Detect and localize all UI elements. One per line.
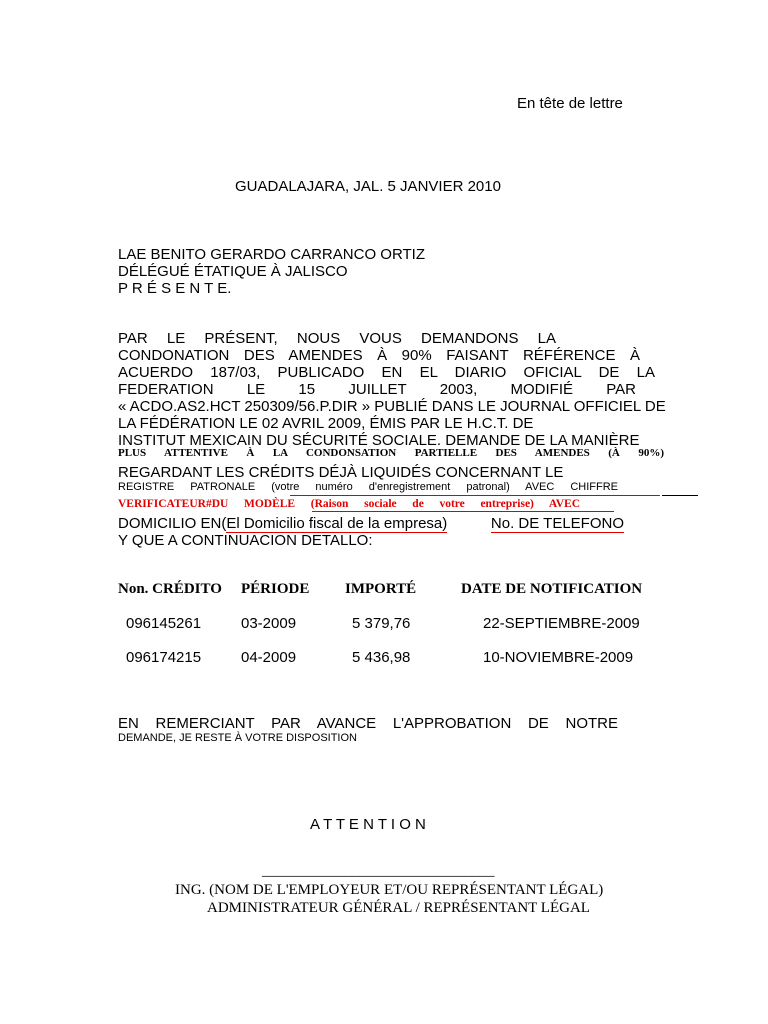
table-cell: 22-SEPTIEMBRE-2009 [483,615,640,632]
body-line-2: CONDONATION DES AMENDES À 90% FAISANT RÉFÉRENCE À [118,347,640,364]
table-header-importe: IMPORTÉ [345,581,417,597]
closing-line-1: EN REMERCIANT PAR AVANCE L'APPROBATION DE NOTRE [118,715,618,732]
recipient-present: P R É S E N T E. [118,280,232,297]
body-line-13: Y QUE A CONTINUACION DETALLO: [118,532,373,549]
signature-line: _______________________________ [262,863,495,879]
table-header-periode: PÉRIODE [241,581,310,597]
table-cell: 10-NOVIEMBRE-2009 [483,649,634,666]
table-cell: 096145261 [126,615,202,632]
black-underline-registre [662,495,698,496]
closing-line-2: DEMANDE, JE RESTE À VOTRE DISPOSITION [118,732,357,744]
body-line-7: INSTITUT MEXICAIN DU SÉCURITÉ SOCIALE. DEMANDE DE LA MANIÈRE [118,432,640,449]
signature-role: ADMINISTRATEUR GÉNÉRAL / REPRÉSENTANT LÉGAL [207,900,590,916]
table-cell: 03-2009 [241,615,297,632]
recipient-name: LAE BENITO GERARDO CARRANCO ORTIZ [118,246,425,263]
letterhead-label: En tête de lettre [517,95,623,112]
table-cell: 096174215 [126,649,202,666]
body-line-6: LA FÉDÉRATION LE 02 AVRIL 2009, ÉMIS PAR LE H.C.T. DE [118,415,534,432]
table-header-credit: Non. CRÉDITO [118,581,222,597]
body-line-3: ACUERDO 187/03, PUBLICADO EN EL DIARIO OFICIAL DE LA [118,364,655,381]
telefono-label: No. DE TELEFONO [490,515,624,532]
table-cell: 5 436,98 [352,649,411,666]
domicilio-label: DOMICILIO EN( [118,515,227,532]
recipient-title: DÉLÉGUÉ ÉTATIQUE À JALISCO [118,263,348,280]
body-line-10: REGISTRE PATRONALE (votre numéro d'enregistrement patronal) AVEC CHIFFRE [118,481,618,493]
attention-label: A T T E N T I O N [310,816,426,833]
table-header-date: DATE DE NOTIFICATION [461,581,643,597]
body-line-1: PAR LE PRÉSENT, NOUS VOUS DEMANDONS LA [118,330,556,347]
table-cell: 04-2009 [241,649,297,666]
body-line-4: FEDERATION LE 15 JUILLET 2003, MODIFIÉ PAR [118,381,636,398]
signature-name: ING. (NOM DE L'EMPLOYEUR ET/OU REPRÉSENTANT LÉGAL) [175,882,604,898]
red-underline-registre [290,495,660,496]
domicilio-field: El Domicilio fiscal de la empresa) [226,515,448,532]
body-line-8: PLUS ATTENTIVE À LA CONDONSATION PARTIELLE DES AMENDES (À 90%) [118,447,664,459]
body-line-12 [118,515,624,533]
body-line-9: REGARDANT LES CRÉDITS DÉJÀ LIQUIDÉS CONCERNANT LE [118,464,564,481]
body-line-5: « ACDO.AS2.HCT 250309/56.P.DIR » PUBLIÉ DANS LE JOURNAL OFFICIEL DE [118,398,666,415]
place-date: GUADALAJARA, JAL. 5 JANVIER 2010 [235,178,501,195]
red-underline-verificateur [312,511,614,512]
table-cell: 5 379,76 [352,615,411,632]
body-line-11: VERIFICATEUR#DU MODÈLE (Raison sociale de votre entreprise) AVEC [118,498,580,510]
